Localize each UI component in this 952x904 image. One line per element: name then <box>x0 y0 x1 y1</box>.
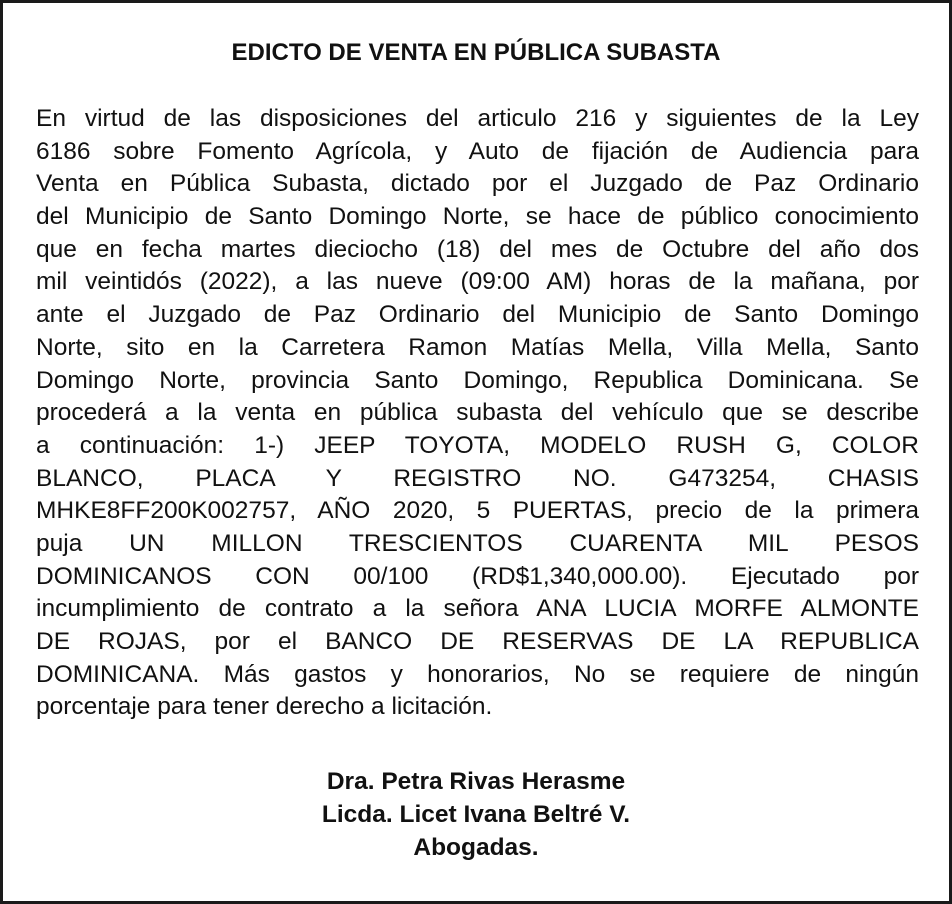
notice-title: EDICTO DE VENTA EN PÚBLICA SUBASTA <box>231 39 721 66</box>
signature-name-1: Dra. Petra Rivas Herasme <box>326 768 626 795</box>
body-line-last: porcentaje para tener derecho a licitación. <box>36 693 493 721</box>
body-line: que en fecha martes dieciocho (18) del mes de Octubre del año dos <box>36 235 919 263</box>
body-line: 6186 sobre Fomento Agrícola, y Auto de fijación de Audiencia para <box>36 137 919 165</box>
body-line: procederá a la venta en pública subasta del vehículo que se describe <box>36 399 919 427</box>
signature-role: Abogadas. <box>413 834 539 861</box>
body-line: DE ROJAS, por el BANCO DE RESERVAS DE LA REPUBLICA <box>36 628 919 655</box>
body-line: Norte, sito en la Carretera Ramon Matías Mella, Villa Mella, Santo <box>36 333 919 361</box>
body-line: del Municipio de Santo Domingo Norte, se hace de público conocimiento <box>36 203 919 231</box>
body-line: puja UN MILLON TRESCIENTOS CUARENTA MIL PESOS <box>36 529 919 557</box>
body-line: MHKE8FF200K002757, AÑO 2020, 5 PUERTAS, precio de la primera <box>36 497 919 525</box>
body-line: ante el Juzgado de Paz Ordinario del Municipio de Santo Domingo <box>36 301 919 329</box>
body-line: Domingo Norte, provincia Santo Domingo, Republica Dominicana. Se <box>36 366 919 394</box>
notice-body <box>36 103 919 724</box>
signature-block <box>3 765 949 864</box>
body-line: mil veintidós (2022), a las nueve (09:00 AM) horas de la mañana, por <box>36 268 919 296</box>
body-line: En virtud de las disposiciones del articulo 216 y siguientes de la Ley <box>36 105 919 132</box>
body-line: DOMINICANA. Más gastos y honorarios, No se requiere de ningún <box>36 660 919 688</box>
body-line: incumplimiento de contrato a la señora ANA LUCIA MORFE ALMONTE <box>36 595 919 623</box>
body-line: a continuación: 1-) JEEP TOYOTA, MODELO RUSH G, COLOR <box>36 431 919 459</box>
body-line: DOMINICANOS CON 00/100 (RD$1,340,000.00). Ejecutado por <box>36 562 919 590</box>
body-line: Venta en Pública Subasta, dictado por el Juzgado de Paz Ordinario <box>36 170 919 198</box>
signature-name-2: Licda. Licet Ivana Beltré V. <box>321 801 631 828</box>
body-line: BLANCO, PLACA Y REGISTRO NO. G473254, CHASIS <box>36 464 919 492</box>
